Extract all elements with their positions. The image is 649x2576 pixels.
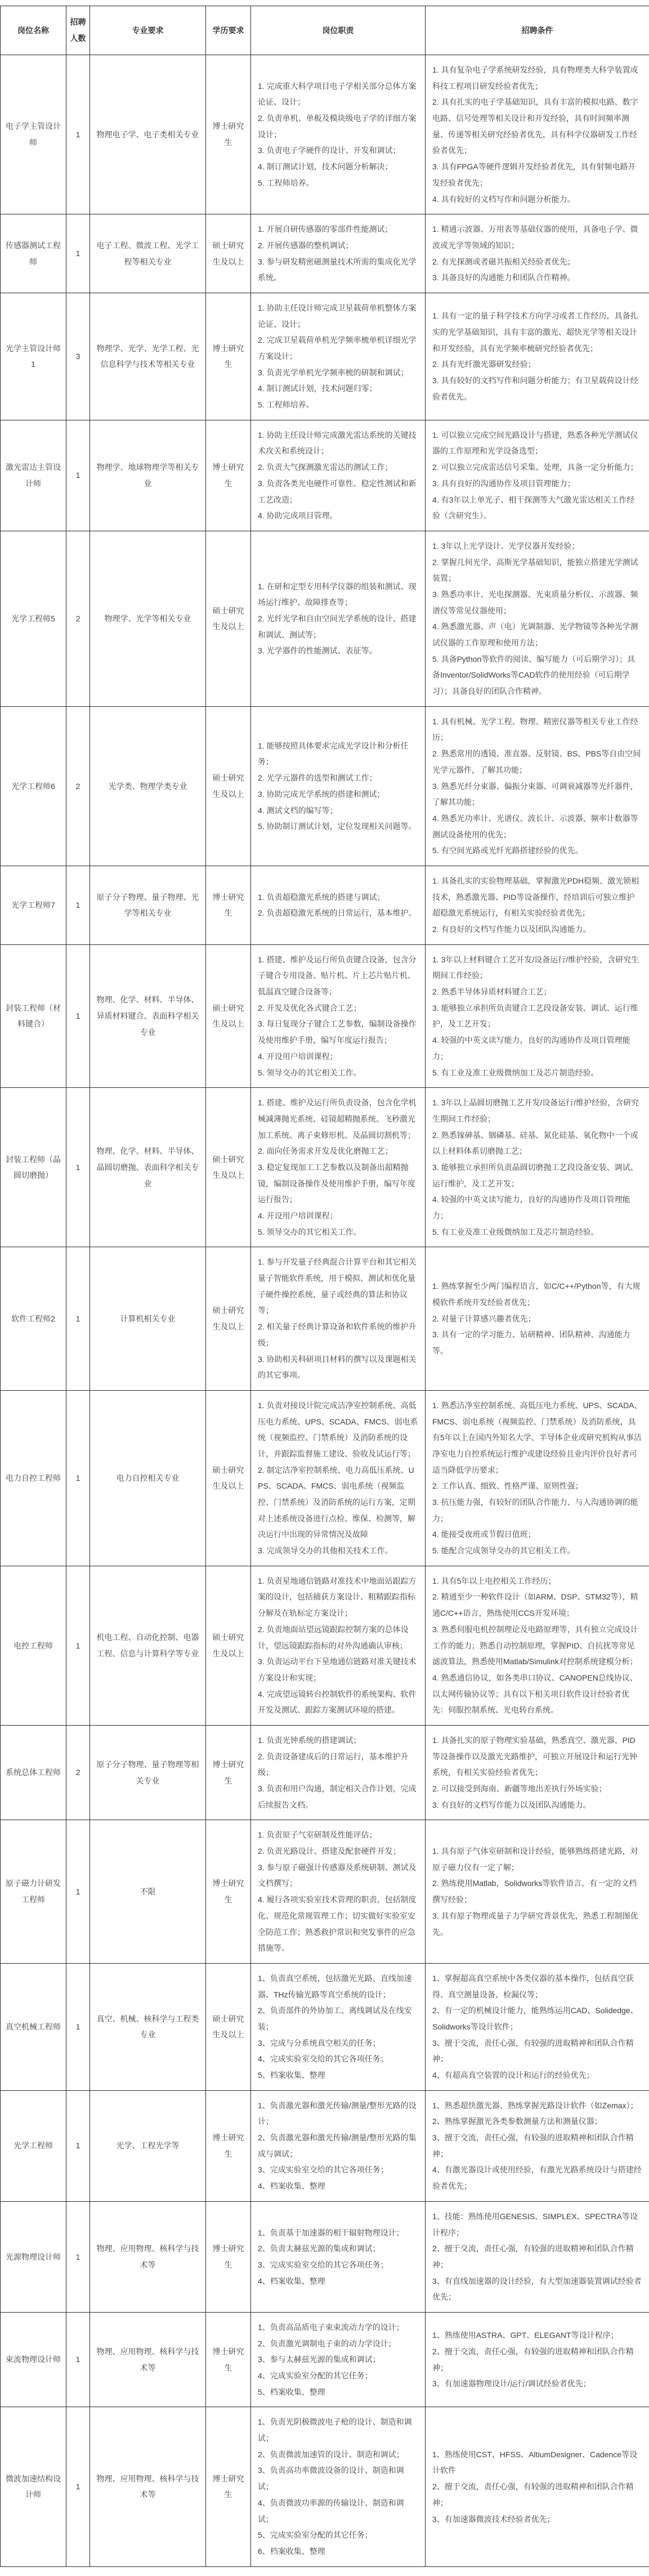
- major-cell: 物理学、光学、光学工程、光信息科学与技术等相关专业: [90, 293, 206, 420]
- conditions-cell: [426, 1725, 649, 1820]
- conditions-cell: [426, 531, 649, 706]
- duty-item: 1、负责激光器和激光传输/测量/整形光路的设计；: [258, 2098, 418, 2130]
- duty-item: 4. 履行各项实验室技术管理的职责，包括制度化、规范化常规管理工作；切实做好实验室安全防范工作；熟悉救护常识和突发事件的应急措施等。: [258, 1892, 418, 1956]
- condition-item: 3、有直线加速器的设计经验，有大型加速器装置调试经验者优先；: [432, 2273, 642, 2305]
- major-cell: 物理学、光学等相关专业: [90, 531, 206, 706]
- conditions-cell: [426, 2201, 649, 2312]
- duty-item: 1. 搭建、维护及运行所负责设备，包含化学机械减薄抛光系统、硅镜超精抛系统、飞秒激光加工系统、离子束修形机、及晶圆切割机等；: [258, 1095, 418, 1143]
- degree-cell: 博士研究生: [206, 866, 251, 944]
- condition-item: 3. 能够独立承担所负责晶圆切磨抛工艺段设备安装、调试、运行维护，及工艺开发；: [432, 1159, 642, 1191]
- degree-cell: 硕士研究生及以上: [206, 1247, 251, 1391]
- table-row: [1, 944, 649, 1088]
- table-row: [1, 2090, 649, 2201]
- conditions-cell: [426, 2090, 649, 2201]
- duty-item: 1. 负责对接设计院完成洁净室控制系统、高低压电力系统、UPS、SCADA、FMCS、弱电系统（视频监控、门禁系统）及消防系统的设计，并跟踪监督施工建设、验收及试运行等；: [258, 1397, 418, 1462]
- count-cell: 1: [66, 1088, 90, 1247]
- condition-item: 4. 熟悉通信协议，如各类串口协议、CANOPEN总线协议、以太网传输协议等；具有以下相关项目软件设计经验者优先：伺服控制系统、光电转台系统。: [432, 1670, 642, 1718]
- degree-cell: 博士研究生: [206, 2201, 251, 2312]
- table-row: [1, 2201, 649, 2312]
- condition-item: 4. 较强的中英文读写能力，良好的沟通协作及项目管理能力；: [432, 1191, 642, 1224]
- duties-cell: [251, 706, 426, 866]
- degree-cell: 硕士研究生及以上: [206, 531, 251, 706]
- conditions-cell: [426, 293, 649, 420]
- conditions-cell: [426, 1247, 649, 1391]
- condition-item: 2. 可以接受到海南、新疆等地出差执行外场实验；: [432, 1781, 642, 1797]
- duty-item: 4. 开设用户培训课程；: [258, 1049, 418, 1065]
- condition-item: 1. 3年以上晶圆切磨抛工艺开发/设备运行/维护经验，含研究生期间工作经验；: [432, 1095, 642, 1127]
- count-cell: 1: [66, 1820, 90, 1964]
- duty-item: 5、档案收集、整理: [258, 2067, 418, 2084]
- header-degree-requirement: 学历要求: [206, 6, 251, 55]
- condition-item: 4、有激光器设计或使用经验，有激光光路系统设计与搭建经验者优先；: [432, 2162, 642, 2194]
- condition-item: 4. 较强的中英文读写能力，良好的沟通协作及项目管理能力；: [432, 1032, 642, 1064]
- condition-item: 3. 熟悉光纤分束器、偏振分束器、可调衰减器等光纤器件，了解其功能；: [432, 778, 642, 810]
- conditions-cell: [426, 2312, 649, 2407]
- table-row: [1, 55, 649, 214]
- position-name-cell: 传感器测试工程师: [1, 214, 66, 293]
- duty-item: 2. 负责地面站望远镜跟踪控制方案的总体设计，望远镜跟踪指标的对外沟通确认审核；: [258, 1621, 418, 1654]
- degree-cell: 硕士研究生及以上: [206, 1566, 251, 1725]
- condition-item: 3. 有良好的文档写作能力以及团队沟通能力。: [432, 1797, 642, 1813]
- duty-item: 4、档案收集、整理: [258, 2273, 418, 2290]
- conditions-cell: [426, 1963, 649, 2090]
- condition-item: 1. 精通示波器、万用表等基础仪器的使用，具备电子学、微波或光学等领域的知识；: [432, 221, 642, 253]
- conditions-cell: [426, 55, 649, 214]
- condition-item: 5. 有空间光路或光纤光路搭建经验的优先。: [432, 843, 642, 859]
- duty-item: 3. 协助完成光学系统的搭建和测试；: [258, 786, 418, 803]
- table-row: [1, 1566, 649, 1725]
- header-row: [1, 6, 649, 55]
- position-name-cell: 电力自控工程师: [1, 1390, 66, 1566]
- duty-item: 1. 完成重大科学项目电子学相关部分总体方案论证、设计；: [258, 78, 418, 110]
- conditions-cell: [426, 1390, 649, 1566]
- major-cell: 机电工程、自动化控制、电器工程、信息与计算科学等专业: [90, 1566, 206, 1725]
- duty-item: 2、负责太赫兹光源的集成和调试；: [258, 2241, 418, 2257]
- duty-item: 2. 负责超稳激光系统的日常运行，基本维护。: [258, 905, 418, 921]
- count-cell: 2: [66, 706, 90, 866]
- duty-item: 3. 参与研发精密磁测量技术所需的集成化光学系统。: [258, 254, 418, 286]
- condition-item: 2、擅于交流，责任心强，有较强的进取精神和团队合作精神；: [432, 2479, 642, 2511]
- header-position-name: 岗位名称: [1, 6, 66, 55]
- table-row: [1, 1963, 649, 2090]
- condition-item: 3. 具有FPGA等硬件逻辑开发经验者优先，具有射频电路开发经验者优先；: [432, 159, 642, 191]
- condition-item: 2. 熟悉半导体异质材料键合工艺；: [432, 984, 642, 1000]
- duty-item: 2、负责微波加速管的设计、制造和调试；: [258, 2447, 418, 2463]
- duty-item: 2、负责激光调制电子束的动力学设计；: [258, 2336, 418, 2352]
- duty-item: 4、档案收集、整理: [258, 2178, 418, 2194]
- condition-item: 1. 3年以上材料键合工艺开发/设备运行/维护经验，含研究生期间工作经验；: [432, 952, 642, 984]
- major-cell: 电子工程、微波工程、光学工程等相关专业: [90, 214, 206, 293]
- duty-item: 2、负责部件的外协加工、离线调试及在线安装；: [258, 2002, 418, 2035]
- condition-item: 1. 3年以上光学设计、光学仪器开发经验；: [432, 538, 642, 554]
- condition-item: 1. 具有复杂电子学系统研发经验，具有物理类大科学装置或科技工程项目研发经验者优先；: [432, 62, 642, 94]
- duties-cell: [251, 293, 426, 420]
- condition-item: 4. 熟悉激光器、声（电）光调制器、光学物镜等各种光学测试仪器的工作原理和使用方法；: [432, 619, 642, 651]
- duty-item: 3. 光学器件的性能测试、表征等。: [258, 643, 418, 659]
- condition-item: 3. 具备良好的沟通能力和团队合作精神。: [432, 270, 642, 286]
- duty-item: 2. 完成卫星载荷单机光学频率梳单机详细光学方案设计；: [258, 332, 418, 364]
- condition-item: 2. 熟悉镓砷基、铟磷基、硅基、氮化硅基、氧化物中一个或以上材料体系切磨抛工艺；: [432, 1127, 642, 1159]
- condition-item: 2、擅于交流，责任心强，有较强的进取精神和团队合作精神；: [432, 2344, 642, 2376]
- duty-item: 3. 负责各类光电硬件可靠性、稳定性测试和新工艺改造；: [258, 476, 418, 508]
- duty-item: 3. 每日复现分子键合工艺参数，编制设备操作及使用维护手册，编写年度运行报告；: [258, 1016, 418, 1048]
- table-row: [1, 214, 649, 293]
- duty-item: 2. 开发及优化各式键合工艺；: [258, 1000, 418, 1016]
- major-cell: 电力自控相关专业: [90, 1390, 206, 1566]
- count-cell: 1: [66, 1963, 90, 2090]
- position-name-cell: 电控工程师: [1, 1566, 66, 1725]
- major-cell: 物理电子学、电子类相关专业: [90, 55, 206, 214]
- condition-item: 1. 具有一定的量子科学技术方向学习或者工作经历，具备扎实的光学基础知识，具有丰富的激光、超快光学等相关设计和开发经验，具有光学频率梳研究经验者优先；: [432, 308, 642, 356]
- major-cell: 不限: [90, 1820, 206, 1964]
- duty-item: 3. 参与原子磁强计传感器及系统研制、测试及文档撰写；: [258, 1860, 418, 1892]
- table-header: [1, 6, 649, 55]
- duties-cell: [251, 1725, 426, 1820]
- major-cell: 真空、机械、核科学与工程类专业: [90, 1963, 206, 2090]
- duties-cell: [251, 2090, 426, 2201]
- table-row: [1, 2312, 649, 2407]
- condition-item: 3. 抗压能力强，有较好的团队合作能力、与人沟通协调的能力；: [432, 1494, 642, 1526]
- condition-item: 1. 具备扎实的原子物理实验基础，熟悉真空、激光器、PID等设备操作以及激光光路维护，可独立开展设计和运行光钟系统，有相关实验经验者优先；: [432, 1732, 642, 1781]
- condition-item: 1. 熟练掌握至少两门编程语言，如C/C++/Python等，有大规模软件系统开发经验者优先；: [432, 1278, 642, 1310]
- position-name-cell: 真空机械工程师: [1, 1963, 66, 2090]
- degree-cell: 博士研究生: [206, 293, 251, 420]
- conditions-cell: [426, 1566, 649, 1725]
- major-cell: 物理、应用物理、核科学与技术等: [90, 2201, 206, 2312]
- count-cell: 1: [66, 944, 90, 1088]
- count-cell: 1: [66, 1247, 90, 1391]
- duties-cell: [251, 420, 426, 531]
- duty-item: 3. 协助相关科研项目材料的撰写以及课题相关的其它事项。: [258, 1351, 418, 1383]
- duty-item: 1. 负责原子气室研制及性能评估；: [258, 1827, 418, 1843]
- count-cell: 3: [66, 293, 90, 420]
- conditions-cell: [426, 420, 649, 531]
- table-row: [1, 1390, 649, 1566]
- major-cell: 物理学、地球物理学等相关专业: [90, 420, 206, 531]
- count-cell: 1: [66, 2407, 90, 2566]
- table-row: [1, 1088, 649, 1247]
- degree-cell: 博士研究生: [206, 2090, 251, 2201]
- condition-item: 1. 可以独立完成空间光路设计与搭建，熟悉各种光学测试仪器的工作原理和光学设备选型；: [432, 427, 642, 459]
- duty-item: 4、完成实验室交给的其它各项任务；: [258, 2051, 418, 2067]
- duty-item: 5. 协助制订测试计划，定位发现相关问题等。: [258, 818, 418, 835]
- position-name-cell: 光源物理设计师: [1, 2201, 66, 2312]
- conditions-cell: [426, 1820, 649, 1964]
- position-name-cell: 系统总体工程师: [1, 1725, 66, 1820]
- condition-item: 1. 具备扎实的实验物理基础，掌握激光PDH稳频、激光锁相技术，熟悉激光器、PID等设备操作，经培训后可独立维护超稳激光系统运行，有相关实验经验者优先；: [432, 873, 642, 921]
- position-name-cell: 光学工程师5: [1, 531, 66, 706]
- condition-item: 4. 能接受夜班或节假日值班；: [432, 1526, 642, 1543]
- duty-item: 4. 完成望远镜转台控制软件的系统架构、软件开发及测试、跟踪方案测试环境的搭建。: [258, 1686, 418, 1718]
- major-cell: 光学、工程光学等: [90, 2090, 206, 2201]
- duties-cell: [251, 1820, 426, 1964]
- position-name-cell: 光学工程师6: [1, 706, 66, 866]
- duties-cell: [251, 1390, 426, 1566]
- duty-item: 1. 协助主任设计师完成卫星载荷单机整体方案论证、设计；: [258, 300, 418, 332]
- condition-item: 4. 有3年以上单光子、相干探测等大气激光雷达相关工作经验（含研究生）。: [432, 492, 642, 524]
- condition-item: 5. 具备Python等软件的阅读、编写能力（可后期学习）；具备Inventor/SolidWorks等CAD软件的使用经验（可后期学习）；具备良好的团队合作精神。: [432, 651, 642, 700]
- table-row: [1, 293, 649, 420]
- conditions-cell: [426, 214, 649, 293]
- count-cell: 1: [66, 214, 90, 293]
- duty-item: 1、负责基于加速器的相干辐射物理设计；: [258, 2225, 418, 2241]
- duty-item: 2. 开展传感器的整机调试；: [258, 238, 418, 254]
- duties-cell: [251, 866, 426, 944]
- condition-item: 1. 具有原子气体室研制和设计经验，能够熟练搭建光路，对原子磁力仪有一定了解；: [432, 1843, 642, 1875]
- major-cell: 物理、化学、材料、半导体、异质材料键合、表面科学相关专业: [90, 944, 206, 1088]
- duty-item: 1. 负责超稳激光系统的搭建与调试；: [258, 889, 418, 906]
- duty-item: 3、完成与分系统真空相关的任务；: [258, 2035, 418, 2051]
- duty-item: 2. 制定洁净室控制系统、电力高低压系统、UPS、SCADA、FMCS、弱电系统（视频监控、门禁系统）及消防系统的运行方案，定期对上述系统设备进行点检、维保、检测等，解决运行中出现的异常情况及故障: [258, 1462, 418, 1543]
- condition-item: 2. 熟悉常用的透镜、准直器、反射镜、BS、PBS等自由空间光学元器件，了解其功能；: [432, 746, 642, 778]
- duties-cell: [251, 55, 426, 214]
- duty-item: 5、档案收集、整理: [258, 2384, 418, 2400]
- duties-cell: [251, 1566, 426, 1725]
- duty-item: 6、档案收集、整理: [258, 2543, 418, 2560]
- major-cell: 计算机相关专业: [90, 1247, 206, 1391]
- condition-item: 2. 具有光纤激光器研发经验；: [432, 356, 642, 373]
- duties-cell: [251, 2407, 426, 2566]
- condition-item: 2、有一定的机械设计能力，能熟练运用CAD、Solidedge、Solidworks等设计软件；: [432, 2002, 642, 2035]
- major-cell: 物理、化学、材料、半导体、晶圆切磨抛、表面科学相关专业: [90, 1088, 206, 1247]
- condition-item: 5. 有工业及准工业级微纳加工及芯片制造经验。: [432, 1065, 642, 1081]
- condition-item: 5. 有工业及准工业级微纳加工及芯片制造经验。: [432, 1224, 642, 1240]
- count-cell: 1: [66, 420, 90, 531]
- duty-item: 1. 参与开发量子经典混合计算平台和其它相关量子智能软件系统，用于模拟、测试和优化量子硬件操控系统、量子或经典的算法和协议等；: [258, 1254, 418, 1319]
- condition-item: 4. 具有较好的文档写作和问题分析能力。: [432, 191, 642, 208]
- duty-item: 3、负责高功率微波设备的设计、制造和调试；: [258, 2462, 418, 2494]
- condition-item: 1、技能：熟练使用GENESIS、SIMPLEX、SPECTRA等设计程序；: [432, 2208, 642, 2241]
- duty-item: 3. 负责电子学硬件的设计、开发和调试；: [258, 142, 418, 159]
- duty-item: 4、完成实验室分配的其它任务；: [258, 2368, 418, 2384]
- duties-cell: [251, 1963, 426, 2090]
- condition-item: 2. 熟练使用Matlab，Solidworks等软件语言，有一定的文档撰写经验；: [432, 1875, 642, 1907]
- condition-item: 2. 工作认真、细致、性格严谨、原则性强；: [432, 1478, 642, 1494]
- position-name-cell: 原子磁力计研发工程师: [1, 1820, 66, 1964]
- duty-item: 2、负责激光器和激光传输/测量/整形光路的集成与调试；: [258, 2130, 418, 2162]
- duty-item: 4. 开设用户培训课程；: [258, 1208, 418, 1224]
- table-row: [1, 706, 649, 866]
- duty-item: 1. 协助主任设计师完成激光雷达系统的关键技术攻关和系统设计；: [258, 427, 418, 459]
- condition-item: 2. 有光探测或者磁共振相关经验者优先；: [432, 254, 642, 270]
- position-name-cell: 微波加速结构设计师: [1, 2407, 66, 2566]
- condition-item: 3. 具有原子物理或量子力学研究背景优先，熟悉工程制图优先。: [432, 1908, 642, 1940]
- duty-item: 5、完成实验室分配的其它任务；: [258, 2527, 418, 2543]
- condition-item: 1. 具有机械、光学工程、物理、精密仪器等相关专业工作经历；: [432, 714, 642, 746]
- duty-item: 3. 完成领导交办的其他相关技术工作。: [258, 1543, 418, 1559]
- duty-item: 1. 负责星地通信链路对准技术中地面站跟踪方案的设计，包括捕获方案设计、粗精跟踪指标分解及在轨标定方案设计；: [258, 1573, 418, 1621]
- degree-cell: 硕士研究生及以上: [206, 1963, 251, 2090]
- position-name-cell: 封装工程师（材料键合）: [1, 944, 66, 1088]
- condition-item: 5. 能配合完成领导交办的其它相关工作。: [432, 1543, 642, 1559]
- duty-item: 5. 领导交办的其它相关工作。: [258, 1224, 418, 1240]
- condition-item: 1、掌握超高真空系统中各类仪器的基本操作，包括真空获得、真空测量设备、检漏仪等；: [432, 1970, 642, 2002]
- duty-item: 4. 协助完成项目管理。: [258, 508, 418, 524]
- duties-cell: [251, 531, 426, 706]
- duty-item: 5. 领导交办的其它相关工作。: [258, 1065, 418, 1081]
- position-name-cell: 激光雷达主管设计师: [1, 420, 66, 531]
- degree-cell: 博士研究生: [206, 2312, 251, 2407]
- count-cell: 2: [66, 531, 90, 706]
- duty-item: 2. 负责大气探测激光雷达的测试工作；: [258, 459, 418, 476]
- table-row: [1, 1247, 649, 1391]
- condition-item: 2. 对量子计算感兴趣者优先；: [432, 1311, 642, 1327]
- position-name-cell: 光学工程师7: [1, 866, 66, 944]
- condition-item: 1、熟练使用CST、HFSS、AltiumDesigner、Cadence等设计软件: [432, 2447, 642, 2479]
- duty-item: 2. 光纤光学和自由空间光学系统的设计、搭建和调试、测试等；: [258, 611, 418, 643]
- condition-item: 2、熟练掌握激光各类参数测量方法和测量仪器；: [432, 2113, 642, 2130]
- major-cell: 原子分子物理、量子物理等相关专业: [90, 1725, 206, 1820]
- duty-item: 4. 测试文档的编写等；: [258, 803, 418, 819]
- degree-cell: 博士研究生: [206, 1820, 251, 1964]
- condition-item: 1、熟练使用ASTRA、GPT、ELEGANT等设计程序；: [432, 2327, 642, 2344]
- duty-item: 4、负责微波功率源的传输设计、制造和调试；: [258, 2495, 418, 2527]
- count-cell: 1: [66, 2201, 90, 2312]
- degree-cell: 博士研究生: [206, 55, 251, 214]
- position-name-cell: 光学主管设计师1: [1, 293, 66, 420]
- condition-item: 4. 熟悉光功率计、光谱仪、波长计、示波器、频率计数器等测试设备使用的优先；: [432, 810, 642, 843]
- count-cell: 2: [66, 1725, 90, 1820]
- duty-item: 2. 面向任务需求开发及优化磨抛工艺；: [258, 1143, 418, 1159]
- condition-item: 3. 熟悉伺服电机控制理论及电路原理等，具有独立完成设计工作的能力；熟悉自动控制原理，掌握PID、自抗扰等常见滤波算法，熟悉使用Matlab/Simulink对控制系统建模分析；: [432, 1621, 642, 1670]
- duty-item: 2. 相关量子经典计算设备和软件系统的维护升级；: [258, 1319, 418, 1351]
- conditions-cell: [426, 944, 649, 1088]
- table-row: [1, 1725, 649, 1820]
- major-cell: 物理、应用物理、核科学与技术等: [90, 2312, 206, 2407]
- condition-item: 2. 可以独立完成雷达信号采集、处理，具备一定分析能力；: [432, 459, 642, 476]
- duty-item: 3、完成实验室交给的其它各项任务；: [258, 2257, 418, 2273]
- duty-item: 3、参与太赫兹光源的集成和调试；: [258, 2351, 418, 2368]
- degree-cell: 硕士研究生及以上: [206, 1088, 251, 1247]
- table-row: [1, 420, 649, 531]
- table-row: [1, 1820, 649, 1964]
- degree-cell: 硕士研究生及以上: [206, 706, 251, 866]
- duty-item: 4. 制订测试计划，技术问题归零；: [258, 380, 418, 397]
- major-cell: 物理、应用物理、核科学与技术等: [90, 2407, 206, 2566]
- table-row: [1, 866, 649, 944]
- table-row: [1, 2407, 649, 2566]
- condition-item: 3、擅于交流，责任心强，有较强的进取精神和团队合作精神；: [432, 2130, 642, 2162]
- condition-item: 3. 熟悉功率计、光电探测器、光束质量分析仪、示波器、频谱仪等常见仪器使用；: [432, 586, 642, 619]
- duty-item: 2. 光学元器件的选型和测试工作；: [258, 770, 418, 786]
- condition-item: 3. 能够独立承担所负责键合工艺段设备安装、调试、运行维护，及工艺开发；: [432, 1000, 642, 1032]
- condition-item: 2. 掌握几何光学、高斯光学基础知识，能独立搭建光学测试装置；: [432, 554, 642, 586]
- condition-item: 1、熟悉超快激光器、熟练掌握光路设计软件（如Zemax）；: [432, 2098, 642, 2114]
- degree-cell: 硕士研究生及以上: [206, 944, 251, 1088]
- count-cell: 1: [66, 2312, 90, 2407]
- header-job-duties: 岗位职责: [251, 6, 426, 55]
- major-cell: 原子分子物理、量子物理、光学等相关专业: [90, 866, 206, 944]
- duty-item: 3. 负责运动平台下星地通信链路对准关键技术方案设计和实现；: [258, 1654, 418, 1686]
- degree-cell: 博士研究生: [206, 420, 251, 531]
- condition-item: 3、有加速器物理设计/运行/调试经验者优先；: [432, 2376, 642, 2392]
- position-name-cell: 电子学主管设计师: [1, 55, 66, 214]
- major-cell: 光学类、物理学类专业: [90, 706, 206, 866]
- condition-item: 2、擅于交流，责任心强，有较强的进取精神和团队合作精神；: [432, 2241, 642, 2273]
- position-name-cell: 软件工程师2: [1, 1247, 66, 1391]
- degree-cell: 硕士研究生及以上: [206, 214, 251, 293]
- position-name-cell: 光学工程师: [1, 2090, 66, 2201]
- count-cell: 1: [66, 1566, 90, 1725]
- condition-item: 3、擅于交流，责任心强，有较强的进取精神和团队合作精神；: [432, 2035, 642, 2067]
- condition-item: 3. 具有良好的沟通协作及项目管理能力；: [432, 476, 642, 492]
- degree-cell: 硕士研究生及以上: [206, 1390, 251, 1566]
- duties-cell: [251, 2201, 426, 2312]
- condition-item: 2. 精通至少一种软件设计（如ARM、DSP、STM32等），精通C/C++语言，熟练使用CCS开发环境；: [432, 1589, 642, 1621]
- duty-item: 2. 负责单机、单板及模块级电子学的详细方案设计；: [258, 110, 418, 142]
- duties-cell: [251, 944, 426, 1088]
- duty-item: 2. 负责设备建成后的日常运行，基本维护升级；: [258, 1749, 418, 1781]
- duty-item: 1. 负责光钟系统的搭建调试；: [258, 1732, 418, 1749]
- duty-item: 5. 工程师培养。: [258, 397, 418, 413]
- condition-item: 3. 具有较好的文档写作和问题分析能力；有卫星载荷设计经验者优先。: [432, 373, 642, 405]
- conditions-cell: [426, 866, 649, 944]
- condition-item: 4、有超高真空装置的设计和运行的经验优先；: [432, 2067, 642, 2084]
- header-recruit-conditions: 招聘条件: [426, 6, 649, 55]
- duty-item: 3. 稳定复现加工工艺参数以及制备出超精抛镜，编制设备操作及使用维护手册，编写年度运行报告；: [258, 1159, 418, 1208]
- count-cell: 1: [66, 2090, 90, 2201]
- condition-item: 3、有加速器微波技术经验者优先；: [432, 2511, 642, 2528]
- degree-cell: 博士研究生: [206, 1725, 251, 1820]
- duties-cell: [251, 1088, 426, 1247]
- duties-cell: [251, 2312, 426, 2407]
- duty-item: 1. 能够按照具体要求完成光学设计和分析任务；: [258, 738, 418, 770]
- condition-item: 1. 具有5年以上电控相关工作经历；: [432, 1573, 642, 1589]
- job-positions-table: [0, 6, 649, 2567]
- position-name-cell: 束流物理设计师: [1, 2312, 66, 2407]
- duty-item: 1、负责高品质电子束束流动力学的设计；: [258, 2319, 418, 2336]
- conditions-cell: [426, 706, 649, 866]
- duties-cell: [251, 1247, 426, 1391]
- header-recruit-count: 招聘人数: [66, 6, 90, 55]
- job-table-body: [1, 55, 649, 2567]
- duty-item: 4. 制订测试计划，技术问题分析解决；: [258, 159, 418, 175]
- duties-cell: [251, 214, 426, 293]
- duty-item: 1. 在研和定型专用科学仪器的组装和测试、现场运行维护、故障排查等；: [258, 579, 418, 611]
- conditions-cell: [426, 1088, 649, 1247]
- duty-item: 3、完成实验室交给的其它各项任务；: [258, 2162, 418, 2178]
- duty-item: 1、负责真空系统，包括激光光路、直线加速器、THz传输光路等真空系统的设计；: [258, 1970, 418, 2002]
- count-cell: 1: [66, 1390, 90, 1566]
- duty-item: 3. 负责光学单机光学频率梳的研制和调试；: [258, 365, 418, 381]
- count-cell: 1: [66, 55, 90, 214]
- table-row: [1, 531, 649, 706]
- duty-item: 1、负责光阴极微波电子枪的设计、制造和调试；: [258, 2414, 418, 2446]
- condition-item: 3. 具有一定的学习能力、钻研精神、团队精神、沟通能力等。: [432, 1327, 642, 1359]
- condition-item: 1. 熟悉洁净室控制系统、高低压电力系统、UPS、SCADA、FMCS、弱电系统（视频监控、门禁系统）及消防系统，具有5年以上在国内外知名大学、半导体企业或研究机构从事洁净室电力自控系统运行维护或建设经验且业内评价良好者可适当降低学历要求；: [432, 1397, 642, 1478]
- duty-item: 2. 负责光路设计、搭建及配套硬件开发；: [258, 1843, 418, 1860]
- condition-item: 2. 具有扎实的电子学基础知识，具有丰富的模拟电路、数字电路、信号处理等相关设计和开发经验，具有时间频率测量、传递等相关研究经验者优先，具有科学仪器研发工作经验者优先；: [432, 94, 642, 159]
- duty-item: 5. 工程师培养。: [258, 175, 418, 191]
- header-major-requirement: 专业要求: [90, 6, 206, 55]
- duty-item: 3. 负责和用户沟通，制定相关合作计划，完成后续报告文档。: [258, 1781, 418, 1813]
- count-cell: 1: [66, 866, 90, 944]
- conditions-cell: [426, 2407, 649, 2566]
- position-name-cell: 封装工程师（晶圆切磨抛）: [1, 1088, 66, 1247]
- duty-item: 1. 搭建、维护及运行所负责键合设备，包含分子键合专用设备、贴片机、片上芯片贴片机、低温真空键合设备等；: [258, 952, 418, 1000]
- degree-cell: 博士研究生: [206, 2407, 251, 2566]
- duty-item: 1. 开展自研传感器的零部件性能测试；: [258, 221, 418, 238]
- condition-item: 2. 有良好的文档写作能力以及团队沟通能力。: [432, 921, 642, 938]
